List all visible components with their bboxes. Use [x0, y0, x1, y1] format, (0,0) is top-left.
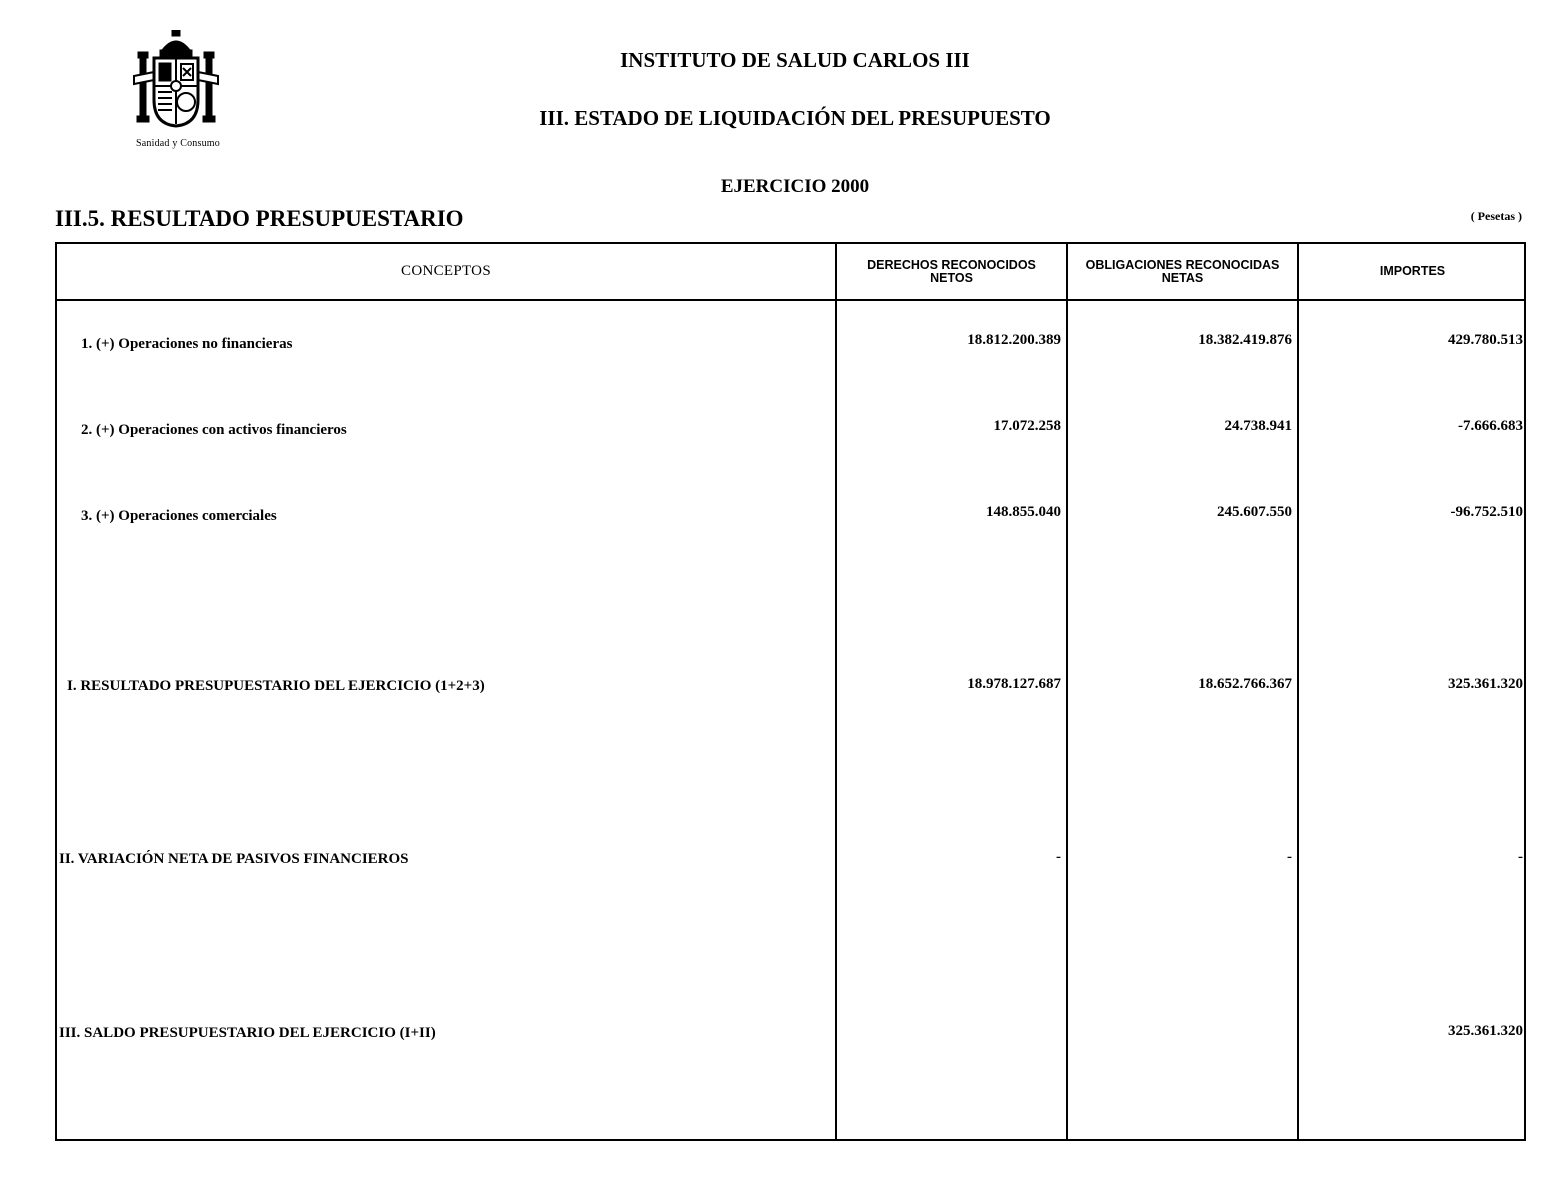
column-divider: [1066, 244, 1068, 1139]
row-rights-value: 18.812.200.389: [967, 332, 1061, 348]
column-header-concepts: CONCEPTOS: [401, 263, 491, 279]
row-amount-value: -: [1518, 849, 1523, 865]
section-title: III.5. RESULTADO PRESUPUESTARIO: [55, 206, 464, 231]
column-header-obligations: OBLIGACIONES RECONOCIDAS NETAS: [1085, 257, 1280, 285]
header-divider: [57, 299, 1524, 301]
row-amount-value: 325.361.320: [1448, 1023, 1523, 1039]
currency-units: ( Pesetas ): [1470, 209, 1522, 223]
column-divider: [835, 244, 837, 1139]
row-obligations-value: 18.652.766.367: [1198, 676, 1292, 692]
row-rights-value: -: [1056, 849, 1061, 865]
row-amount-value: 429.780.513: [1448, 332, 1523, 348]
report-title: III. ESTADO DE LIQUIDACIÓN DEL PRESUPUESTO: [539, 106, 1051, 130]
row-rights-value: 18.978.127.687: [967, 676, 1061, 692]
row-concept: III. SALDO PRESUPUESTARIO DEL EJERCICIO (I+II): [59, 1025, 436, 1041]
column-header-amounts: IMPORTES: [1379, 264, 1446, 278]
row-amount-value: 325.361.320: [1448, 676, 1523, 692]
row-concept: II. VARIACIÓN NETA DE PASIVOS FINANCIEROS: [59, 851, 409, 867]
row-amount-value: -7.666.683: [1458, 418, 1523, 434]
institution-title: INSTITUTO DE SALUD CARLOS III: [620, 48, 970, 72]
row-concept: 1. (+) Operaciones no financieras: [81, 336, 293, 352]
row-obligations-value: -: [1287, 849, 1292, 865]
ministry-caption: Sanidad y Consumo: [136, 138, 220, 149]
row-rights-value: 17.072.258: [993, 418, 1061, 434]
column-divider: [1297, 244, 1299, 1139]
row-obligations-value: 245.607.550: [1217, 504, 1292, 520]
budget-result-table: [55, 242, 1526, 1141]
row-obligations-value: 24.738.941: [1224, 418, 1292, 434]
row-rights-value: 148.855.040: [986, 504, 1061, 520]
column-header-rights: DERECHOS RECONOCIDOS NETOS: [867, 257, 1036, 285]
row-amount-value: -96.752.510: [1450, 504, 1523, 520]
row-obligations-value: 18.382.419.876: [1198, 332, 1292, 348]
row-concept: 2. (+) Operaciones con activos financieros: [81, 422, 347, 438]
row-concept: 3. (+) Operaciones comerciales: [81, 508, 277, 524]
row-concept: I. RESULTADO PRESUPUESTARIO DEL EJERCICIO (1+2+3): [67, 678, 485, 694]
fiscal-year: EJERCICIO 2000: [720, 176, 870, 197]
